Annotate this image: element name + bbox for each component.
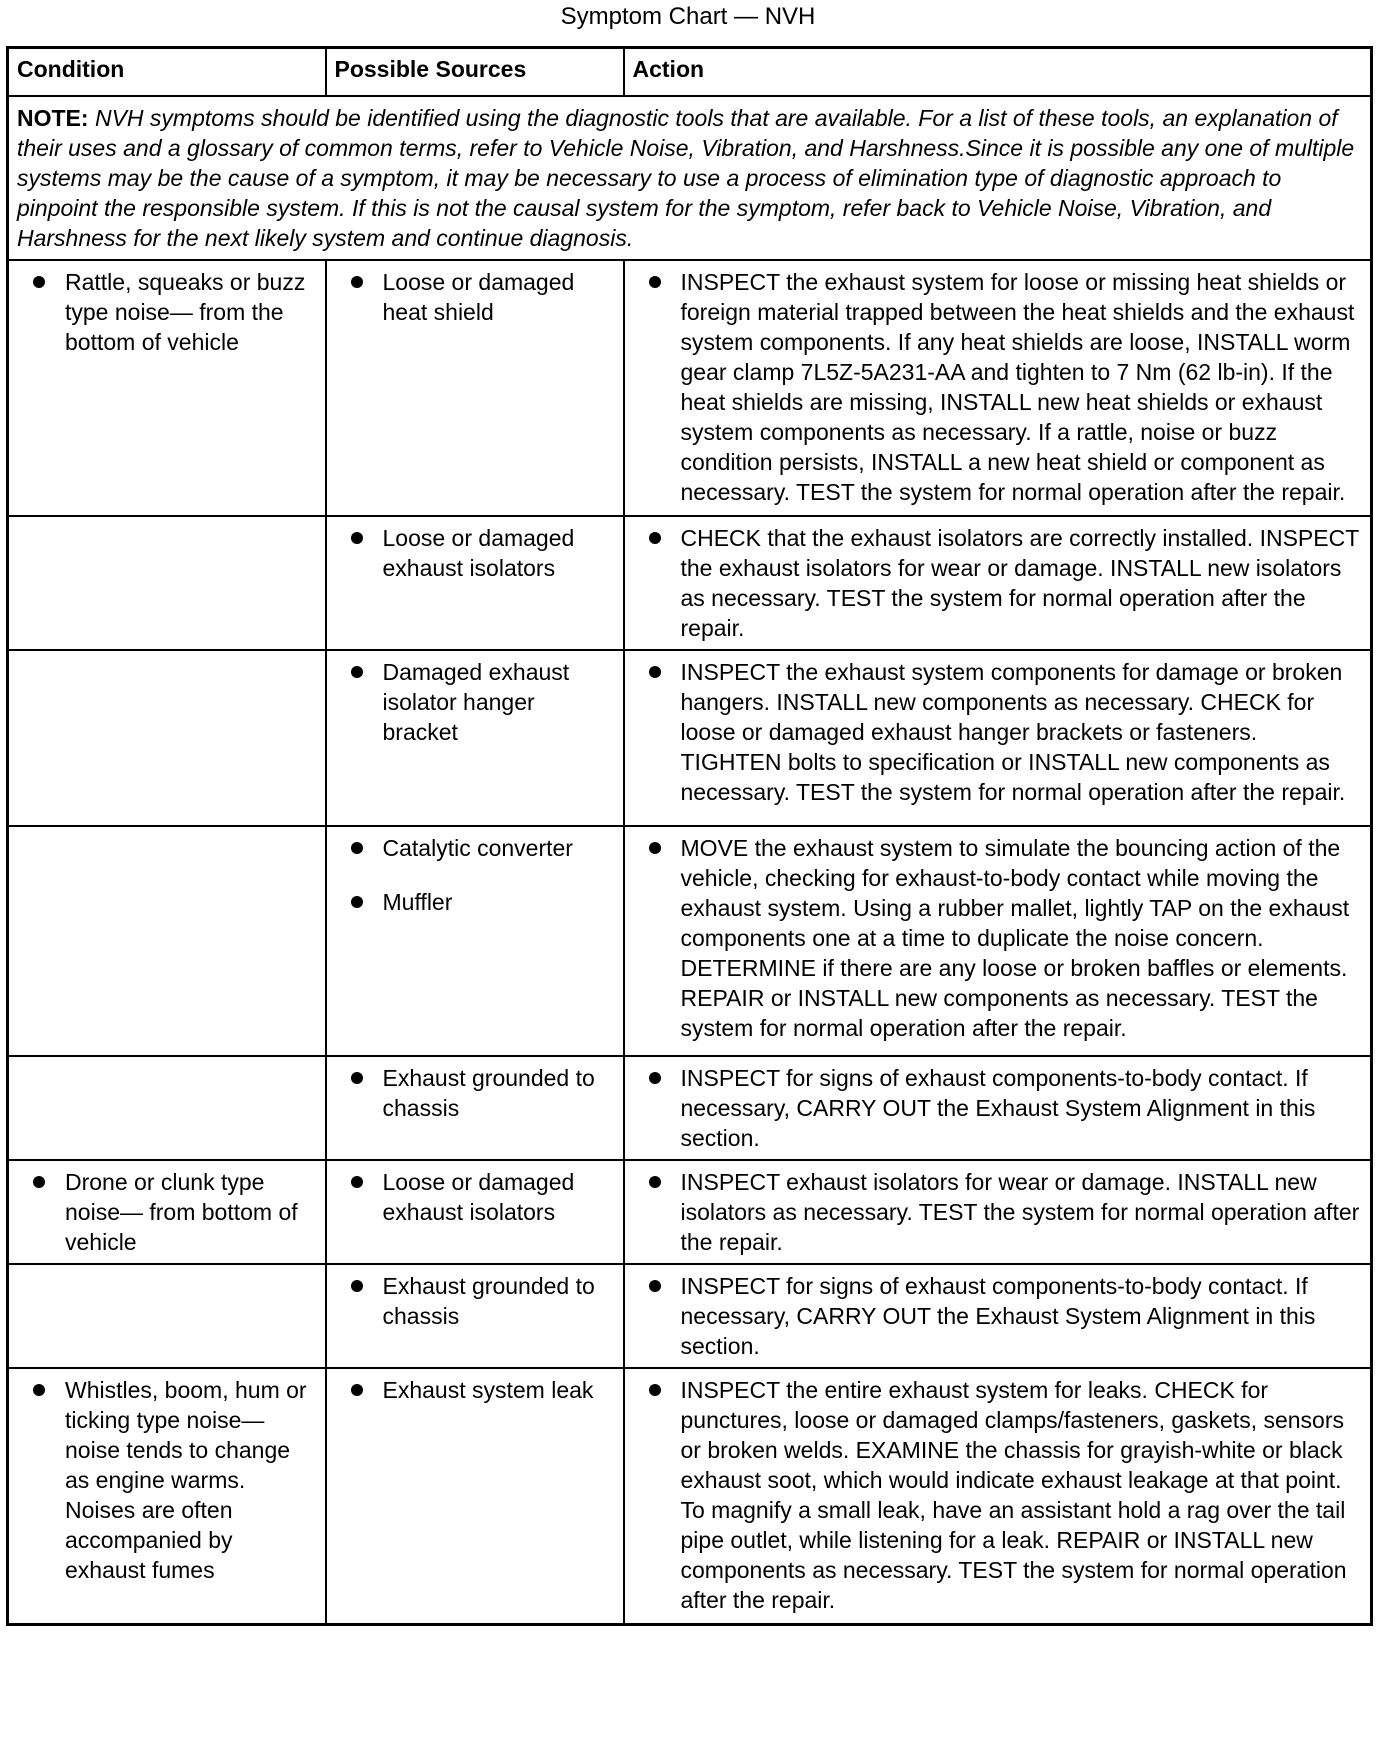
action-item: [633, 1167, 1363, 1257]
action-item: [633, 1375, 1363, 1615]
action-text: INSPECT the entire exhaust system for leaks. CHECK for punctures, loose or damaged clamps/fasteners, gaskets, sensors or broken welds. EXAMINE the chassis for grayish-white or black exhaust soot, which would indicate exhaust leakage at that point. To magnify a small leak, have an assistant hold a rag over the tail pipe outlet, while listening for a leak. REPAIR or INSTALL new components as necessary. TEST the system for normal operation after the repair.: [680, 1377, 1347, 1613]
bullet-icon: [33, 1384, 45, 1396]
possible-sources-cell: [326, 650, 624, 826]
symptom-row: [8, 260, 1372, 516]
condition-cell: [8, 1056, 326, 1160]
possible-sources-cell: [326, 260, 624, 516]
action-text: MOVE the exhaust system to simulate the bouncing action of the vehicle, checking for exhaust-to-body contact while moving the exhaust system. Using a rubber mallet, lightly TAP on the exhaust components one at a time to duplicate the noise concern. DETERMINE if there are any loose or broken baffles or elements. REPAIR or INSTALL new components as necessary. TEST the system for normal operation after the repair.: [680, 835, 1350, 1041]
condition-text: Whistles, boom, hum or ticking type noise— noise tends to change as engine warms. Noises are often accompanied by exhaust fumes: [65, 1377, 307, 1583]
action-text: INSPECT for signs of exhaust components-to-body contact. If necessary, CARRY OUT the Exhaust System Alignment in this section.: [680, 1273, 1316, 1359]
bullet-icon: [351, 1176, 363, 1188]
symptom-row: [8, 1056, 1372, 1160]
bullet-icon: [351, 532, 363, 544]
source-item: [335, 267, 615, 327]
header-action: Action: [624, 48, 1372, 97]
action-cell: [624, 516, 1372, 650]
note-text: NVH symptoms should be identified using the diagnostic tools that are available. For a list of these tools, an explanation of their uses and a glossary of common terms, refer to Vehicle Noise, Vibration, and Harshness.Since it is possible any one of multiple systems may be the cause of a symptom, it may be necessary to use a process of elimination type of diagnostic approach to pinpoint the responsible system. If this is not the causal system for the symptom, refer back to Vehicle Noise, Vibration, and Harshness for the next likely system and continue diagnosis.: [17, 105, 1355, 251]
bullet-icon: [351, 1280, 363, 1292]
note-row: [8, 96, 1372, 260]
condition-cell: [8, 260, 326, 516]
possible-sources-cell: [326, 516, 624, 650]
note-cell: [8, 96, 1372, 260]
source-text: Loose or damaged exhaust isolators: [382, 1169, 575, 1225]
symptom-row: [8, 1368, 1372, 1624]
action-text: INSPECT for signs of exhaust components-to-body contact. If necessary, CARRY OUT the Exhaust System Alignment in this section.: [680, 1065, 1316, 1151]
bullet-icon: [649, 1384, 661, 1396]
action-item: [633, 523, 1363, 643]
bullet-icon: [351, 666, 363, 678]
condition-item: [17, 1375, 317, 1585]
action-item: [633, 1271, 1363, 1361]
symptom-row: [8, 1160, 1372, 1264]
bullet-icon: [649, 532, 661, 544]
symptom-row: [8, 826, 1372, 1056]
source-text: Damaged exhaust isolator hanger bracket: [382, 659, 570, 745]
source-text: Muffler: [382, 889, 453, 915]
header-condition: Condition: [8, 48, 326, 97]
bullet-icon: [351, 276, 363, 288]
action-text: INSPECT exhaust isolators for wear or damage. INSTALL new isolators as necessary. TEST the system for normal operation after the repair.: [680, 1169, 1360, 1255]
bullet-icon: [649, 666, 661, 678]
condition-cell: [8, 516, 326, 650]
condition-item: [17, 267, 317, 357]
source-item: [335, 657, 615, 747]
condition-text: Drone or clunk type noise— from bottom of vehicle: [65, 1169, 298, 1255]
note-label: NOTE:: [17, 105, 89, 131]
source-item: [335, 1271, 615, 1331]
source-item: [335, 1063, 615, 1123]
header-possible-sources: Possible Sources: [326, 48, 624, 97]
source-text: Catalytic converter: [382, 835, 573, 861]
bullet-icon: [649, 1072, 661, 1084]
action-cell: [624, 1368, 1372, 1624]
source-text: Loose or damaged exhaust isolators: [382, 525, 575, 581]
action-cell: [624, 650, 1372, 826]
symptom-row: [8, 1264, 1372, 1368]
action-item: [633, 267, 1363, 507]
action-text: CHECK that the exhaust isolators are correctly installed. INSPECT the exhaust isolators for wear or damage. INSTALL new isolators as necessary. TEST the system for normal operation after the repair.: [680, 525, 1359, 641]
bullet-icon: [649, 1280, 661, 1292]
condition-cell: [8, 826, 326, 1056]
header-row: [8, 48, 1372, 97]
possible-sources-cell: [326, 1368, 624, 1624]
condition-cell: [8, 1368, 326, 1624]
source-item: [335, 1375, 615, 1405]
condition-item: [17, 1167, 317, 1257]
bullet-icon: [351, 1072, 363, 1084]
action-cell: [624, 1264, 1372, 1368]
source-item: [335, 523, 615, 583]
source-item: [335, 1167, 615, 1227]
bullet-icon: [649, 1176, 661, 1188]
source-item: [335, 887, 615, 917]
condition-cell: [8, 650, 326, 826]
condition-cell: [8, 1160, 326, 1264]
bullet-icon: [649, 842, 661, 854]
source-text: Exhaust grounded to chassis: [382, 1065, 595, 1121]
page-title: Symptom Chart — NVH: [560, 3, 816, 30]
bullet-icon: [351, 1384, 363, 1396]
source-text: Exhaust grounded to chassis: [382, 1273, 595, 1329]
source-text: Exhaust system leak: [382, 1377, 594, 1403]
bullet-icon: [351, 842, 363, 854]
action-cell: [624, 826, 1372, 1056]
possible-sources-cell: [326, 826, 624, 1056]
possible-sources-cell: [326, 1160, 624, 1264]
action-cell: [624, 1160, 1372, 1264]
action-cell: [624, 260, 1372, 516]
bullet-icon: [351, 896, 363, 908]
bullet-icon: [649, 276, 661, 288]
bullet-icon: [33, 276, 45, 288]
symptom-row: [8, 650, 1372, 826]
action-item: [633, 657, 1363, 807]
source-item: [335, 833, 615, 863]
bullet-icon: [33, 1176, 45, 1188]
action-cell: [624, 1056, 1372, 1160]
source-text: Loose or damaged heat shield: [382, 269, 575, 325]
symptom-chart-table: [6, 46, 1373, 1626]
condition-text: Rattle, squeaks or buzz type noise— from the bottom of vehicle: [65, 269, 306, 355]
action-item: [633, 833, 1363, 1043]
possible-sources-cell: [326, 1264, 624, 1368]
action-item: [633, 1063, 1363, 1153]
action-text: INSPECT the exhaust system for loose or missing heat shields or foreign material trapped between the heat shields and the exhaust system components. If any heat shields are loose, INSTALL worm gear clamp 7L5Z-5A231-AA and tighten to 7 Nm (62 lb-in). If the heat shields are missing, INSTALL new heat shields or exhaust system components as necessary. If a rattle, noise or buzz condition persists, INSTALL a new heat shield or component as necessary. TEST the system for normal operation after the repair.: [680, 269, 1355, 505]
possible-sources-cell: [326, 1056, 624, 1160]
action-text: INSPECT the exhaust system components for damage or broken hangers. INSTALL new components as necessary. CHECK for loose or damaged exhaust hanger brackets or fasteners. TIGHTEN bolts to specification or INSTALL new components as necessary. TEST the system for normal operation after the repair.: [680, 659, 1346, 805]
symptom-row: [8, 516, 1372, 650]
condition-cell: [8, 1264, 326, 1368]
